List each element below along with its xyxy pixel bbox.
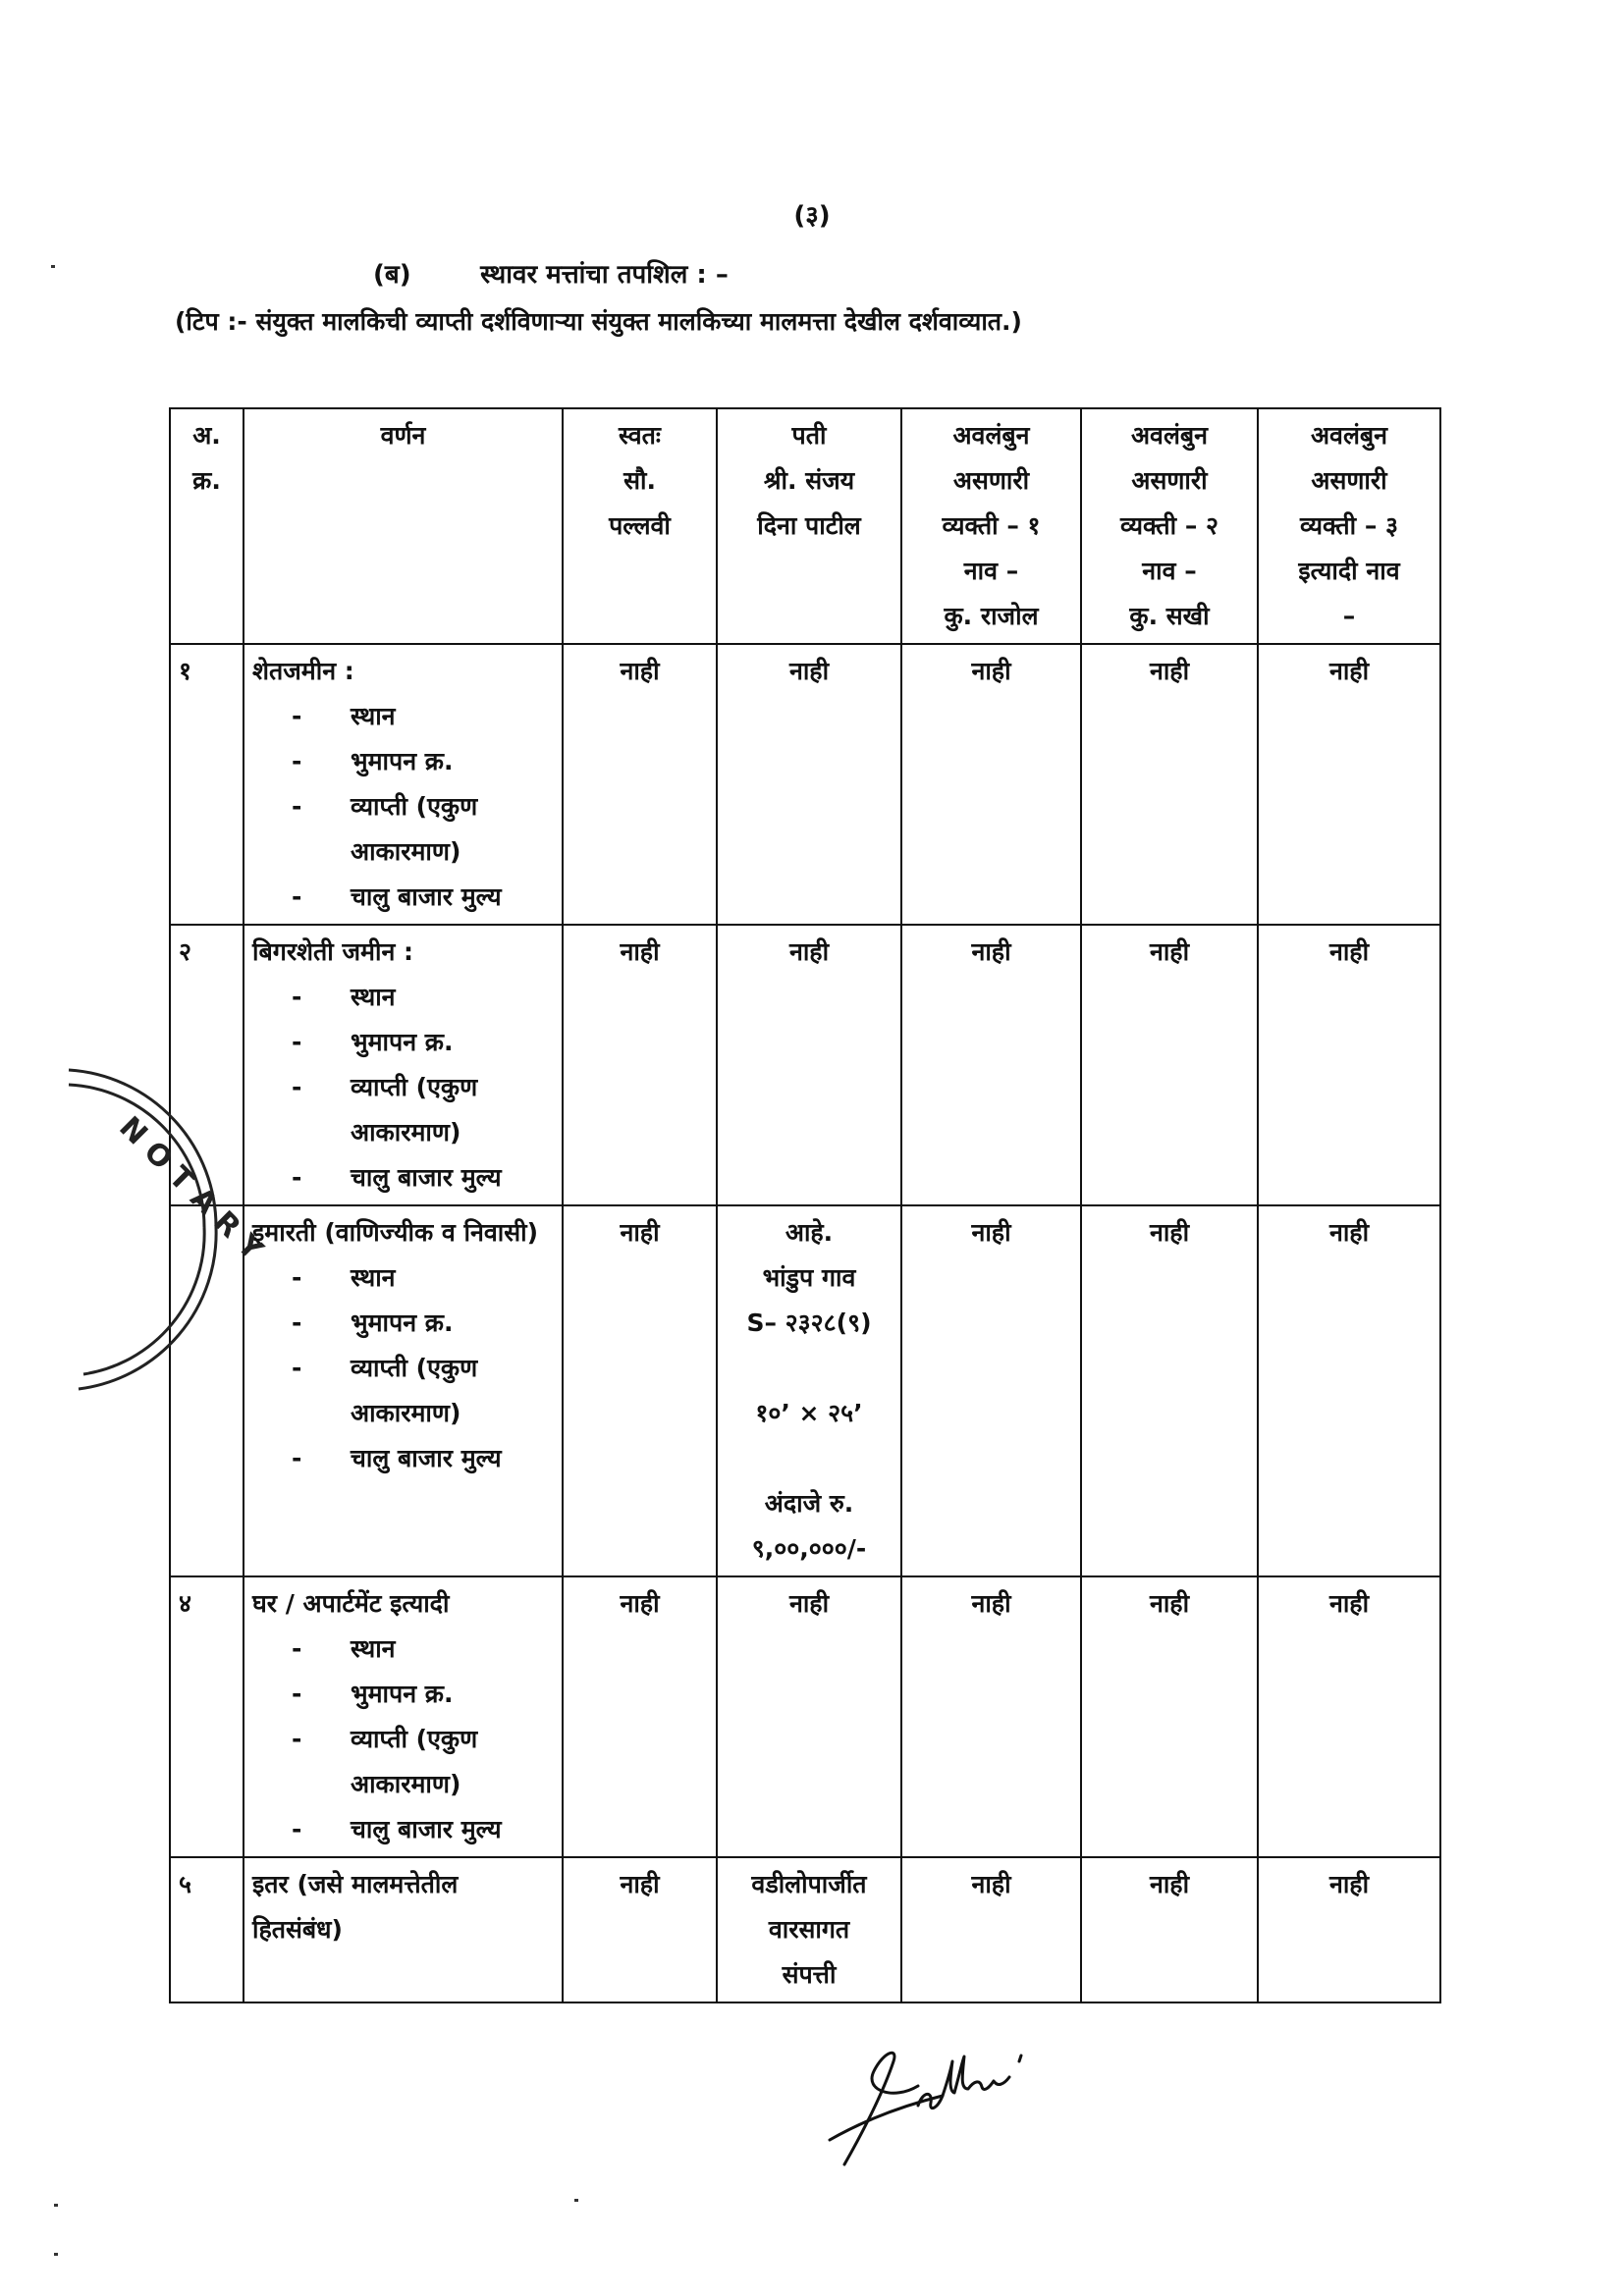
page-number: (३) — [793, 201, 831, 231]
scan-mark — [51, 265, 55, 268]
cell-self: नाही — [563, 1857, 717, 2002]
list-item: - भुमापन क्र. — [292, 739, 554, 784]
table-row — [170, 1857, 1440, 2002]
list-item: - स्थान — [292, 1627, 554, 1672]
cell-self: नाही — [563, 925, 717, 1205]
signature — [825, 2032, 1051, 2179]
list-item: - स्थान — [292, 1255, 554, 1301]
list-item: - भुमापन क्र. — [292, 1020, 554, 1065]
cell-self: नाही — [563, 1205, 717, 1576]
svg-text:N O T A R Y: N O T A R Y — [112, 1109, 270, 1267]
cell-spouse: नाही — [717, 1576, 901, 1857]
list-item: - भुमापन क्र. — [292, 1301, 554, 1346]
cell-dependent-1: नाही — [901, 1576, 1081, 1857]
scan-mark — [54, 2253, 58, 2256]
list-item: - भुमापन क्र. — [292, 1672, 554, 1717]
list-item: - व्याप्ती (एकुण आकारमाण) — [292, 784, 554, 875]
header-self: स्वतः सौ. पल्लवी — [563, 408, 717, 644]
cell-dependent-2: नाही — [1081, 1857, 1258, 2002]
cell-spouse: आहे. भांडुप गाव S– २३२८(९) १०’ × २५’ अंदाजे रु. ९,००,०००/- — [717, 1205, 901, 1576]
row-description: इतर (जसे मालमत्तेतील हितसंबंध) — [244, 1857, 563, 2002]
header-dependent-2: अवलंबुन असणारी व्यक्ती – २ नाव – कु. सखी — [1081, 408, 1258, 644]
list-item: - चालु बाजार मुल्य — [292, 1807, 554, 1852]
list-item: - व्याप्ती (एकुण आकारमाण) — [292, 1065, 554, 1155]
header-dependent-3: अवलंबुन असणारी व्यक्ती – ३ इत्यादी नाव – — [1258, 408, 1440, 644]
cell-dependent-3: नाही — [1258, 1576, 1440, 1857]
row-description: घर / अपार्टमेंट इत्यादी - स्थान - भुमापन क्र. - व्याप्ती (एकुण आकारमाण) - चालु बाजार मुल्य — [244, 1576, 563, 1857]
cell-self: नाही — [563, 644, 717, 925]
header-dependent-1: अवलंबुन असणारी व्यक्ती – १ नाव – कु. राजोल — [901, 408, 1081, 644]
table-row — [170, 1205, 1440, 1576]
cell-dependent-1: नाही — [901, 644, 1081, 925]
row-description: शेतजमीन : - स्थान - भुमापन क्र. - व्याप्ती (एकुण आकारमाण) - चालु बाजार मुल्य — [244, 644, 563, 925]
section-letter: (ब) — [373, 260, 411, 290]
cell-spouse: वडीलोपार्जीत वारसागत संपत्ती — [717, 1857, 901, 2002]
list-item: - स्थान — [292, 975, 554, 1020]
row-description: इमारती (वाणिज्यीक व निवासी) - स्थान - भुमापन क्र. - व्याप्ती (एकुण आकारमाण) - चालु बाजार मुल्य — [244, 1205, 563, 1576]
scan-mark — [574, 2199, 578, 2202]
cell-dependent-3: नाही — [1258, 925, 1440, 1205]
cell-dependent-3: नाही — [1258, 1857, 1440, 2002]
row-number: ४ — [170, 1576, 244, 1857]
header-serial: अ. क्र. — [170, 408, 244, 644]
cell-spouse: नाही — [717, 644, 901, 925]
list-item: - चालु बाजार मुल्य — [292, 875, 554, 920]
cell-dependent-2: नाही — [1081, 644, 1258, 925]
header-spouse: पती श्री. संजय दिना पाटील — [717, 408, 901, 644]
cell-dependent-1: नाही — [901, 1857, 1081, 2002]
table-header-row — [170, 408, 1440, 644]
cell-dependent-1: नाही — [901, 1205, 1081, 1576]
scan-mark — [54, 2204, 58, 2207]
row-description: बिगरशेती जमीन : - स्थान - भुमापन क्र. - व्याप्ती (एकुण आकारमाण) - चालु बाजार मुल्य — [244, 925, 563, 1205]
cell-dependent-2: नाही — [1081, 1576, 1258, 1857]
list-item: - व्याप्ती (एकुण आकारमाण) — [292, 1346, 554, 1436]
header-description: वर्णन — [244, 408, 563, 644]
list-item: - चालु बाजार मुल्य — [292, 1436, 554, 1481]
notary-stamp — [59, 1050, 270, 1404]
cell-self: नाही — [563, 1576, 717, 1857]
list-item: - चालु बाजार मुल्य — [292, 1155, 554, 1201]
cell-dependent-3: नाही — [1258, 1205, 1440, 1576]
cell-dependent-2: नाही — [1081, 1205, 1258, 1576]
immovable-assets-table — [169, 407, 1441, 2003]
cell-dependent-3: नाही — [1258, 644, 1440, 925]
cell-dependent-2: नाही — [1081, 925, 1258, 1205]
note: (टिप :- संयुक्त मालकिची व्याप्ती दर्शविणाऱ्या संयुक्त मालकिच्या मालमत्ता देखील दर्शवाव्यात.) — [175, 307, 1022, 336]
cell-spouse: नाही — [717, 925, 901, 1205]
row-number: २ — [170, 925, 244, 1205]
section-heading — [373, 255, 729, 291]
cell-dependent-1: नाही — [901, 925, 1081, 1205]
list-item: - व्याप्ती (एकुण आकारमाण) — [292, 1717, 554, 1807]
table-row — [170, 925, 1440, 1205]
row-number: १ — [170, 644, 244, 925]
table-row — [170, 644, 1440, 925]
row-number: ५ — [170, 1857, 244, 2002]
list-item: - स्थान — [292, 694, 554, 739]
table-row — [170, 1576, 1440, 1857]
section-title: स्थावर मत्तांचा तपशिल : – — [480, 260, 729, 290]
